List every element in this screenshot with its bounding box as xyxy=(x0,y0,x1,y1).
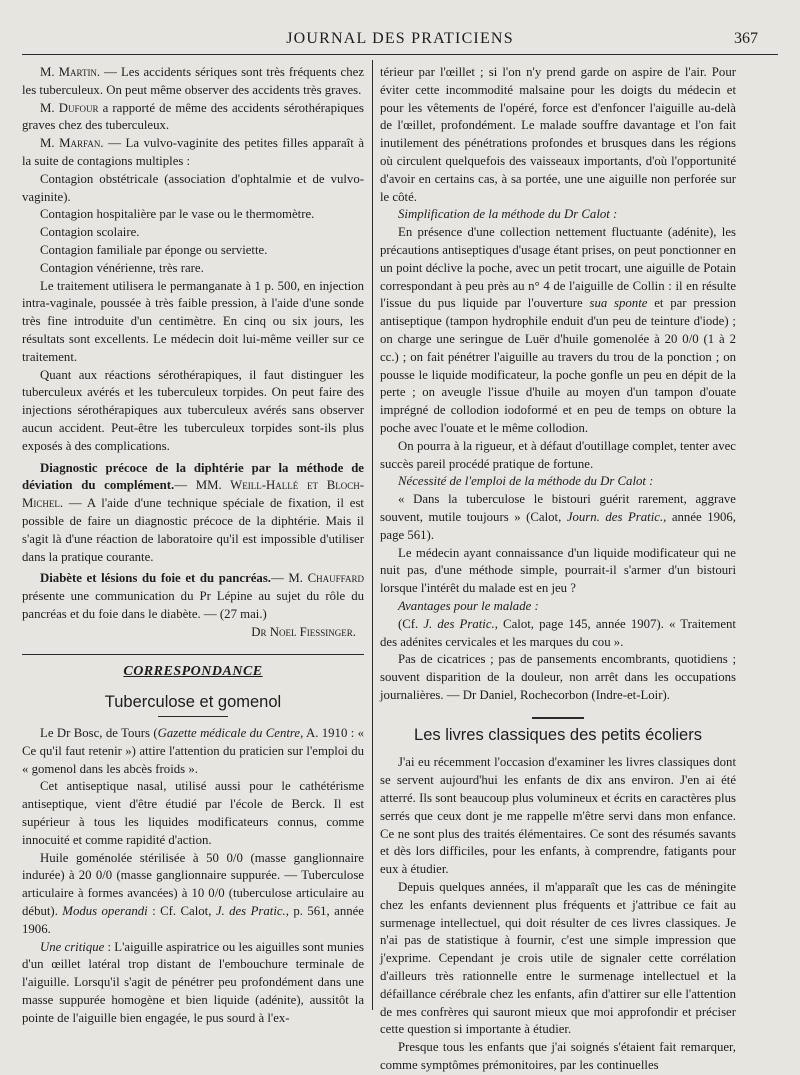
author-names: — MM. Weill-Hallé et Bloch-Michel. xyxy=(22,478,364,511)
paragraph-huile xyxy=(22,850,364,939)
paragraph-text: , Calot, page 145, année 1907). « Traitement des adénites cervicales et les marques du cou ». xyxy=(380,616,736,649)
source-reference: Gazette médicale du Centre xyxy=(157,726,301,741)
page-number: 367 xyxy=(734,30,758,47)
paragraph-text: , p. 561, année 1906. xyxy=(22,904,364,936)
paragraph-text: Huile goménolée stérilisée à 50 0/0 (masse ganglionnaire indurée) à 20 0/0 (masse ganglionnaire suppurée. — Tuberculose articulaire à formes avancées) à 10 0/0 (tuberculose articulaire au début). xyxy=(22,850,364,919)
contagion-item: Contagion vénérienne, très rare. xyxy=(40,260,204,275)
paragraph-text: — Les accidents sériques sont très fréquents chez les tuberculeux. On peut même observer des accidents très graves. xyxy=(22,65,364,97)
paragraph-antiseptique: Cet antiseptique nasal, utilisé aussi pour le cathétérisme antiseptique, vient d'être étudié par l'école de Berck. Il est supérieur à tous les liquides modificateurs connus, comme innocuité et comme rapidité d'action. xyxy=(22,779,364,847)
paragraph-dufour xyxy=(22,100,364,136)
page-header xyxy=(30,24,770,50)
paragraph-reactions: Quant aux réactions sérothérapiques, il faut distinguer les tuberculeux avérés et les tuberculeux torpides. On peut faire des injections sérothérapiques aux tuberculeux avérés sans observer aucun accident. Peut-être les tuberculeux torpides sont-ils plus exposés à des complications. xyxy=(22,367,364,453)
subsection-title: Avantages pour le malade : xyxy=(398,598,539,613)
paragraph-livres-1: J'ai eu récemment l'occasion d'examiner les livres classiques dont se servent aujourd'hui les enfants de dix ans environ. J'en ai été atterré. Ils sont beaucoup plus volumineux et écrits en caractères plus serrés que ceux dont je me rappelle m'être servi dans mon enfance. Ce ne sont plus des traités élémentaires. Ce sont des résumés savants et dès lors difficiles, pour les enfants, à comprendre, fatigants pour eux à étudier. xyxy=(380,755,736,877)
paragraph-text: (Cf. xyxy=(398,616,424,631)
speaker-name: M. Dufour xyxy=(40,100,99,115)
right-column xyxy=(380,64,736,1075)
paragraph-bosc xyxy=(22,725,364,778)
paragraph-text: : L'aiguille aspiratrice ou les aiguilles sont munies d'un œillet latéral trop distant de l'embouchure terminale de l'aiguille. Lorsqu'il s'agit de pénétrer peu profondément dans une masse suppurée homogène et bien liquide (adénite), aussitôt la pointe de l'aiguille bien engagée, le pus sourd à l'ex- xyxy=(22,939,365,1025)
signature: Dr Noel Fiessinger. xyxy=(251,624,356,639)
article-title xyxy=(22,694,364,717)
contagion-item: Contagion scolaire. xyxy=(40,225,140,240)
journal-title: JOURNAL DES PRATICIENS xyxy=(286,30,514,47)
paragraph-critique xyxy=(22,939,364,1028)
subsection-title: Nécessité de l'emploi de la méthode du Dr Calot : xyxy=(398,474,654,489)
paragraph-livres-2: Depuis quelques années, il m'apparaît que les cas de méningite chez les enfants deviennent plus fréquents et j'attribue ce fait au surmenage intellectuel, qui doit résulter de ces livres classiques. Je n'ai pas de statistique à fournir, c'est une simple impression que j'exprime. Cependant je crois utile de signaler cette corrélation d'ailleurs très rationnelle entre le surmenage intellectuel et la défaillance cérébrale chez les enfants, afin d'attirer sur elle l'attention de mes confrères qui sauront mieux que moi approfondir et préciser cette question si importante à étudier. xyxy=(380,880,736,1037)
emphasis: Modus operandi xyxy=(62,904,148,919)
paragraph-simplification xyxy=(380,224,736,438)
emphasis: Une critique xyxy=(40,939,105,954)
source-reference: Journ. des Pratic. xyxy=(566,509,664,524)
contagion-item: Contagion obstétricale (association d'ophtalmie et de vulvo-vaginite). xyxy=(22,171,364,204)
subsection-title: Diagnostic précoce de la diphtérie par la méthode de déviation du complément. xyxy=(22,460,364,493)
article-title: Les livres classiques des petits écoliers xyxy=(414,725,702,744)
paragraph-text: , A. 1910 : « Ce qu'il faut retenir ») attire l'attention du praticien sur l'emploi du « gomenol dans les abcès froids ». xyxy=(22,726,365,776)
paragraph-cicatrices: Pas de cicatrices ; pas de pansements encombrants, quotidiens ; souvent disparition de la douleur, non arrêt dans les occupations journalières. — Dr Daniel, Rochecorbon (Indre-et-Loir). xyxy=(380,652,736,702)
paragraph-text: , année 1906, page 561). xyxy=(380,509,736,542)
paragraph-continuation: térieur par l'œillet ; si l'on n'y prend garde on aspire de l'air. Pour éviter cette incommodité malsaine pour les doigts du médecin et pour les vêtements de l'opéré, force est d'enfoncer l'aiguille au-delà de l'œillet, profondément. Le malade souffre davantage et l'on fait inutilement des pénétrations profondes et brusques dans les régions où circulent quelquefois des vaisseaux importants, d'où l'opportunité d'avoir en certains cas, à sa portée, une une aiguille non perforée sur le côté. xyxy=(380,65,736,204)
paragraph-diabete xyxy=(22,570,364,623)
paragraph-medecin: Le médecin ayant connaissance d'un liquide modificateur qui ne nuit pas, d'une méthode simple, pourrait-il s'armer d'un bistouri lorsque l'intérêt du malade est en jeu ? xyxy=(380,545,736,596)
source-reference: J. des Pratic. xyxy=(215,904,286,919)
contagion-item: Contagion familiale par éponge ou serviette. xyxy=(40,242,268,257)
speaker-name: M. Martin. xyxy=(40,65,101,79)
subsection-title: Simplification de la méthode du Dr Calot : xyxy=(398,207,618,222)
paragraph-necessite xyxy=(380,491,736,544)
speaker-name: M. Marfan. xyxy=(40,136,104,151)
paragraph-traitement: Le traitement utilisera le permanganate à 1 p. 500, en injection intra-vaginale, poussée à très faible pression, à l'aide d'une sonde très fine introduite d'un centimètre. En cinq ou six jours, les résultats sont excellents. Le médecin doit lui-même veiller sur ce traitement. xyxy=(22,278,364,364)
author-names: — M. Chauffard xyxy=(271,571,365,586)
contagion-item: Contagion hospitalière par le vase ou le thermomètre. xyxy=(40,207,315,222)
paragraph-diphterie xyxy=(22,460,364,567)
paragraph-text: « Dans la tuberculose le bistouri guérit rarement, aggrave souvent, mutile toujours » (Calot, xyxy=(380,492,736,524)
section-label xyxy=(22,654,364,681)
paragraph-text: : Cf. Calot, xyxy=(147,904,216,919)
paragraph-marfan xyxy=(22,135,364,171)
column-divider xyxy=(372,60,373,1010)
emphasis: sua sponte xyxy=(589,296,648,311)
paragraph-livres-3: Presque tous les enfants que j'ai soignés s'étaient fait remarquer, comme symptômes prémonitoires, par les continuelles xyxy=(380,1040,736,1073)
separator-rule xyxy=(532,717,584,719)
paragraph-text: Le Dr Bosc, de Tours ( xyxy=(40,726,158,741)
header-rule xyxy=(22,54,778,55)
source-reference: J. des Pratic. xyxy=(423,616,495,631)
paragraph-outillage: On pourra à la rigueur, et à défaut d'outillage complet, tenter avec succès pareil procédé pratique de fortune. xyxy=(380,438,736,471)
section-label-text: CORRESPONDANCE xyxy=(123,663,263,679)
paragraph-text: présente une communication du Pr Lépine au sujet du rôle du pancréas et du foie dans le diabète. — (27 mai.) xyxy=(22,589,364,621)
paragraph-text: a rapporté de même des accidents sérothérapiques graves chez des tuberculeux. xyxy=(22,100,365,133)
subsection-title: Diabète et lésions du foie et du pancréas. xyxy=(40,571,272,586)
paragraph-cf xyxy=(380,616,736,652)
left-column xyxy=(22,64,364,1028)
paragraph-text: En présence d'une collection nettement fluctuante (adénite), les précautions antiseptiques d'usage étant prises, on peut ponctionner en un point déclive la poche, avec un petit trocart, une aiguille de Potain correspondant à peu près au n° 4 de l'aiguille de Collin : il en résulte l'issue du pus liquide par l'ouverture xyxy=(380,225,736,311)
paragraph-text: — A l'aide d'une technique spéciale de fixation, il est possible de faire un diagnostic précoce de la diphtérie. Mais il s'agit là d'une réaction de laboratoire qu'il est impossible d'utiliser dans la pratique courante. xyxy=(22,496,364,564)
paragraph-text: et par pression antiseptique (tampon hydrophile enduit d'un peu de teinture d'iode) ; on charge une seringue de Luër d'huile gomenolée à 20 0/0 (1 à 2 cc.) ; on fait pénétrer l'aiguille au travers du trou de la ponction ; on pousse le liquide modificateur, la poche gonfle un peu en dépit de la perte ; on aveugle l'issue d'huile au moyen d'un tampon d'ouate imprégné de collodion iodoformé et en peu de temps on obture la poche avec l'ouate et le même collodion. xyxy=(380,296,736,435)
article-title-text: Tuberculose et gomenol xyxy=(104,693,282,712)
paragraph-text: — La vulvo-vaginite des petites filles apparaît à la suite de contagions multiples : xyxy=(22,136,364,168)
paragraph-martin xyxy=(22,64,364,100)
title-rule xyxy=(158,716,228,717)
